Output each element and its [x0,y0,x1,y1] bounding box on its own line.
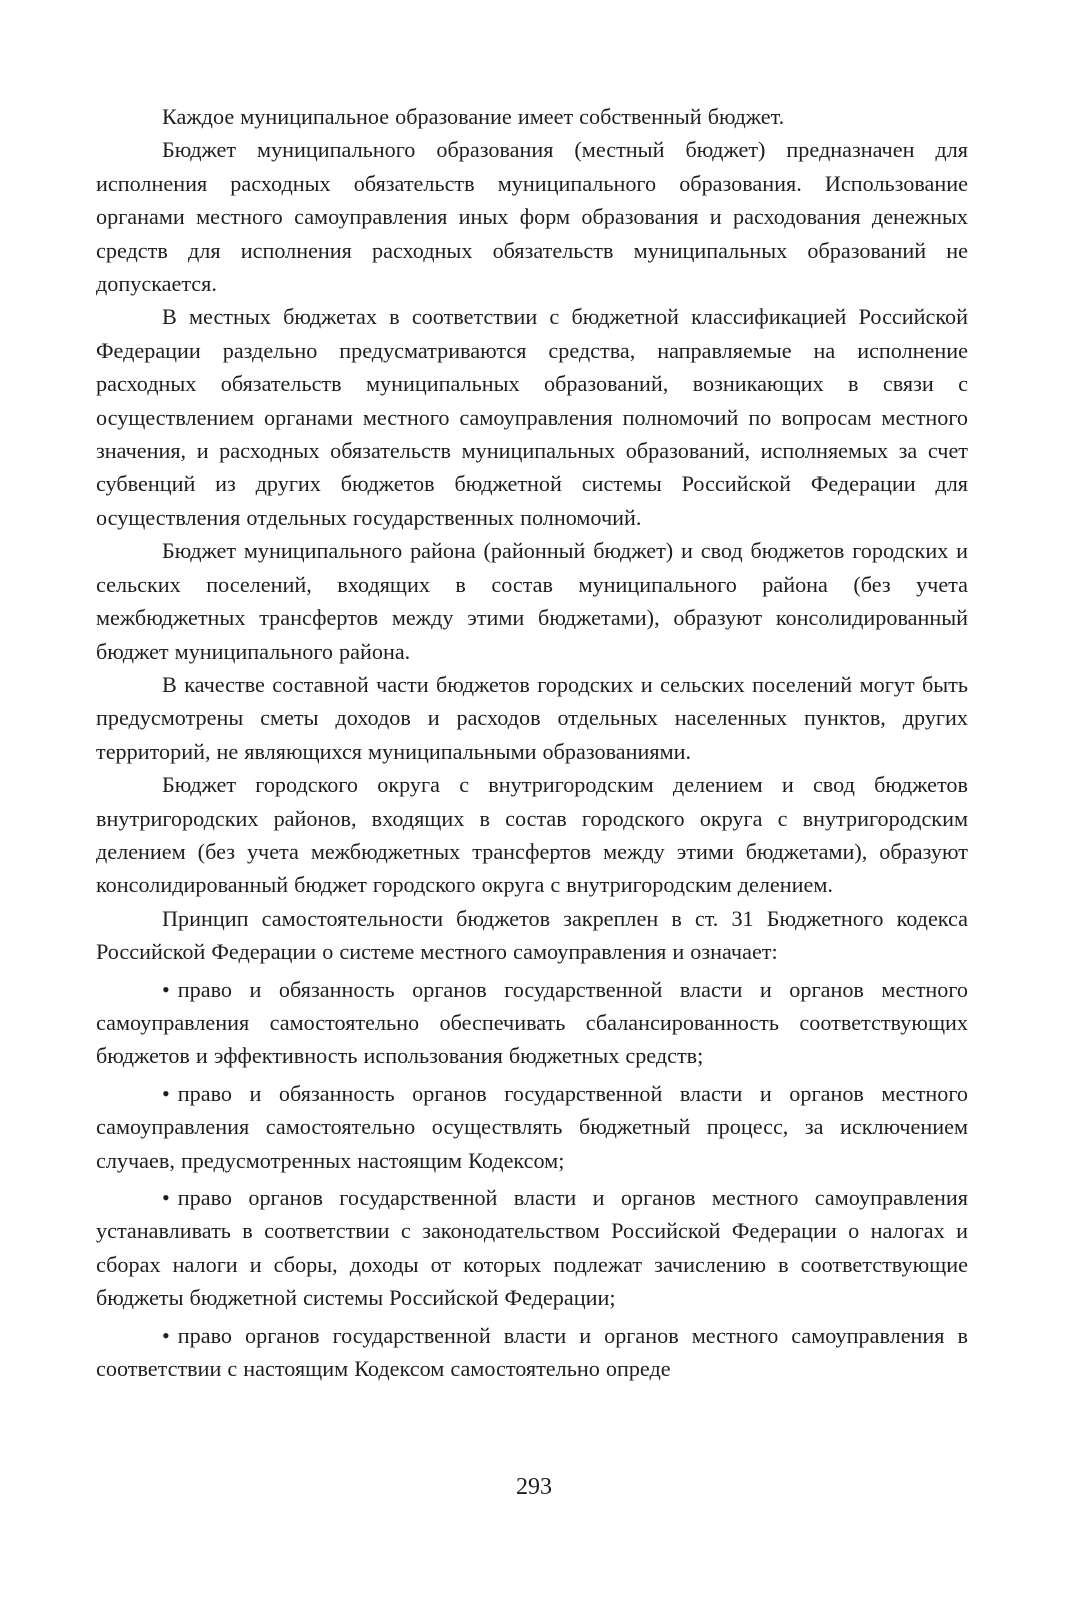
bullet-item-1 [96,973,968,1073]
bullet-text: право и обязанность органов государственной власти и органов местного самоуправления самостоятельно обеспечивать сбалансированность соответствующих бюджетов и эффективность использования бюджетных средств; [96,976,968,1069]
paragraph-3: В местных бюджетах в соответствии с бюджетной классификацией Российской Федерации раздельно предусматриваются средства, направляемые на исполнение расходных обязательств муниципальных образований, возникающих в связи с осуществлением органами местного самоуправления полномочий по вопросам местного значения, и расходных обязательств муниципальных образований, исполняемых за счет субвенций из других бюджетов бюджетной системы Российской Федерации для осуществления отдельных государственных полномочий. [96,304,968,530]
bullet-item-4 [96,1319,968,1386]
paragraph-7: Принцип самостоятельности бюджетов закреплен в ст. 31 Бюджетного кодекса Российской Федерации о системе местного самоуправления и означает: [96,905,968,965]
page-body [96,100,968,1385]
bullet-icon: • [162,976,170,1002]
bullet-text: право органов государственной власти и органов местного самоуправления в соответствии с настоящим Кодексом самостоятельно опреде [96,1322,968,1382]
paragraph-5: В качестве составной части бюджетов городских и сельских поселений могут быть предусмотрены сметы доходов и расходов отдельных населенных пунктов, других территорий, не являющихся муниципальными образованиями. [96,671,968,764]
page-number: 293 [516,1474,552,1500]
bullet-item-3 [96,1181,968,1315]
bullet-text: право и обязанность органов государственной власти и органов местного самоуправления самостоятельно осуществлять бюджетный процесс, за исключением случаев, предусмотренных настоящим Кодексом; [96,1080,968,1173]
bullet-icon: • [162,1322,170,1348]
bullet-text: право органов государственной власти и органов местного самоуправления устанавливать в соответствии с законодательством Российской Федерации о налогах и сборах налоги и сборы, доходы от которых подлежат зачислению в соответствующие бюджеты бюджетной системы Российской Федерации; [96,1185,968,1311]
paragraph-2: Бюджет муниципального образования (местный бюджет) предназначен для исполнения расходных обязательств муниципального образования. Использование органами местного самоуправления иных форм образования и расходования денежных средств для исполнения расходных обязательств муниципальных образований не допускается. [96,137,968,297]
paragraph-6: Бюджет городского округа с внутригородским делением и свод бюджетов внутригородских районов, входящих в состав городского округа с внутригородским делением (без учета межбюджетных трансфертов между этими бюджетами), образуют консолидированный бюджет городского округа с внутригородским делением. [96,772,968,898]
bullet-icon: • [162,1080,170,1106]
bullet-item-2 [96,1077,968,1177]
bullet-icon: • [162,1185,170,1210]
paragraph-1: Каждое муниципальное образование имеет собственный бюджет. [162,104,785,129]
paragraph-4: Бюджет муниципального района (районный бюджет) и свод бюджетов городских и сельских поселений, входящих в состав муниципального района (без учета межбюджетных трансфертов между этими бюджетами), образуют консолидированный бюджет муниципального района. [96,538,968,664]
